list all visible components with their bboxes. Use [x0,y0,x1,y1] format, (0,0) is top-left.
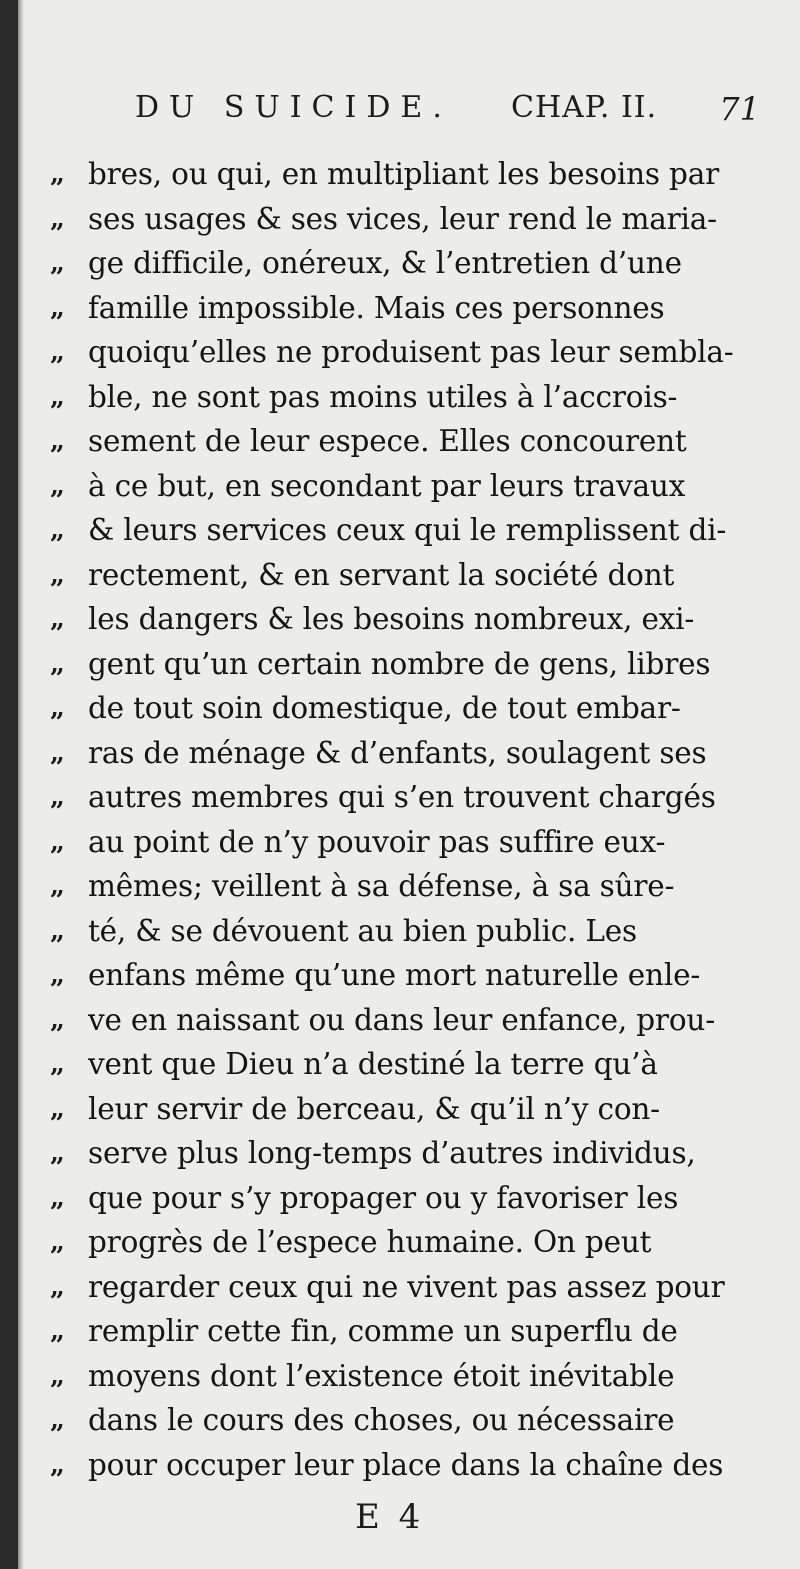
text-line [50,1042,765,1087]
quotation-mark: „ [50,648,65,679]
quotation-mark: „ [50,693,65,724]
text-line [50,197,765,242]
quotation-mark: „ [50,1093,65,1124]
text-line [50,775,765,820]
line-text: moyens dont l’existence étoit inévitable [88,1358,675,1393]
quotation-mark: „ [50,960,65,991]
line-text: té, & se dévouent au bien public. Les [88,913,637,948]
line-text: leur servir de berceau, & qu’il n’y con- [88,1091,660,1126]
line-text: pour occuper leur place dans la chaîne des [88,1447,724,1482]
quotation-mark: „ [50,1316,65,1347]
text-line [50,1087,765,1132]
line-text: au point de n’y pouvoir pas suffire eux- [88,824,666,859]
quotation-mark: „ [50,1049,65,1080]
line-text: bres, ou qui, en multipliant les besoins par [88,157,720,192]
text-line [50,642,765,687]
text-line [50,1176,765,1221]
text-line [50,597,765,642]
text-line [50,508,765,553]
line-text: serve plus long-temps d’autres individus, [88,1136,696,1171]
text-line [50,241,765,286]
text-line [50,330,765,375]
quotation-mark: „ [50,1004,65,1035]
text-line [50,953,765,998]
text-line [50,820,765,865]
line-text: autres membres qui s’en trouvent chargés [88,780,716,815]
body-text [50,152,765,1487]
text-line [50,419,765,464]
line-text: rectement, & en servant la société dont [88,557,675,592]
quotation-mark: „ [50,559,65,590]
quotation-mark: „ [50,826,65,857]
line-text: dans le cours des choses, ou nécessaire [88,1403,675,1438]
line-text: mêmes; veillent à sa défense, à sa sûre- [88,869,675,904]
quotation-mark: „ [50,381,65,412]
text-line [50,1354,765,1399]
page-gutter-shadow [0,0,18,1569]
quotation-mark: „ [50,248,65,279]
text-line [50,1443,765,1488]
line-text: ve en naissant ou dans leur enfance, prou- [88,1002,715,1037]
quotation-mark: „ [50,871,65,902]
text-line [50,686,765,731]
text-line [50,1131,765,1176]
quotation-mark: „ [50,604,65,635]
text-line [50,1398,765,1443]
line-text: & leurs services ceux qui le remplissent di- [88,513,727,548]
line-text: à ce but, en secondant par leurs travaux [88,468,686,503]
line-text: enfans même qu’une mort naturelle enle- [88,958,701,993]
line-text: de tout soin domestique, de tout embar- [88,691,681,726]
quotation-mark: „ [50,1360,65,1391]
text-line [50,731,765,776]
quotation-mark: „ [50,159,65,190]
quotation-mark: „ [50,1271,65,1302]
line-text: ras de ménage & d’enfants, soulagent ses [88,735,707,770]
line-text: vent que Dieu n’a destiné la terre qu’à [88,1047,658,1082]
line-text: sement de leur espece. Elles concourent [88,424,687,459]
quotation-mark: „ [50,782,65,813]
text-line [50,1309,765,1354]
quotation-mark: „ [50,470,65,501]
quotation-mark: „ [50,337,65,368]
text-line [50,998,765,1043]
line-text: que pour s’y propager ou y favoriser les [88,1180,679,1215]
page-number: 71 [719,90,760,128]
line-text: famille impossible. Mais ces personnes [88,290,665,325]
line-text: ble, ne sont pas moins utiles à l’accrois- [88,379,678,414]
text-line [50,152,765,197]
quotation-mark: „ [50,426,65,457]
text-line [50,864,765,909]
quotation-mark: „ [50,203,65,234]
text-line [50,909,765,954]
line-text: progrès de l’espece humaine. On peut [88,1225,652,1260]
quotation-mark: „ [50,1227,65,1258]
running-head [135,82,760,132]
running-head-chapter: CHAP. II. [511,90,658,125]
quotation-mark: „ [50,292,65,323]
line-text: quoiqu’elles ne produisent pas leur sembla- [88,335,734,370]
quotation-mark: „ [50,1405,65,1436]
text-line [50,1220,765,1265]
text-line [50,464,765,509]
quotation-mark: „ [50,515,65,546]
text-line [50,1265,765,1310]
line-text: gent qu’un certain nombre de gens, libres [88,646,711,681]
text-line [50,286,765,331]
quotation-mark: „ [50,1138,65,1169]
quotation-mark: „ [50,737,65,768]
line-text: ge difficile, onéreux, & l’entretien d’une [88,246,682,281]
line-text: regarder ceux qui ne vivent pas assez pour [88,1269,725,1304]
quotation-mark: „ [50,1449,65,1480]
signature-mark: E 4 [355,1497,425,1537]
text-line [50,375,765,420]
page-gutter-fade [18,0,24,1569]
quotation-mark: „ [50,915,65,946]
running-head-title: DU SUICIDE. [135,90,452,125]
quotation-mark: „ [50,1182,65,1213]
line-text: remplir cette fin, comme un superflu de [88,1314,678,1349]
line-text: ses usages & ses vices, leur rend le maria- [88,201,717,236]
text-line [50,553,765,598]
line-text: les dangers & les besoins nombreux, exi- [88,602,695,637]
